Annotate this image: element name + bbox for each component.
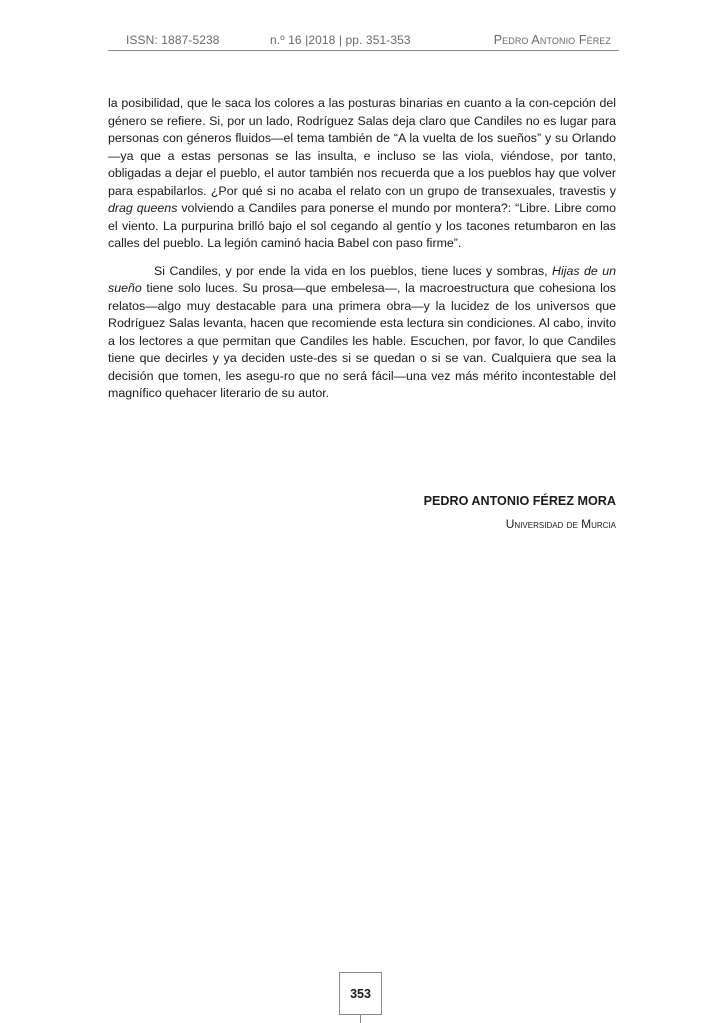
paragraph-1-text-b: volviendo a Candiles para ponerse el mundo por montera?: “Libre. Libre como el viento. La purpurina brilló bajo el sol cegando al gentío y los tacones retumbaron en las calles del pueblo. La legión caminó hacia Babel con paso firme”. <box>108 201 616 250</box>
signature-block <box>108 493 616 532</box>
paragraph-1-italic: drag queens <box>108 201 178 215</box>
running-header <box>108 30 619 51</box>
page-number: 353 <box>339 972 382 1015</box>
header-issue-pages: n.º 16 |2018 | pp. 351-353 <box>270 33 411 47</box>
paragraph-2-text-a: Si Candiles, y por ende la vida en los pueblos, tiene luces y sombras, <box>154 263 553 278</box>
signature-name: PEDRO ANTONIO FÉREZ MORA <box>423 494 616 508</box>
header-author: Pedro Antonio Férez <box>493 33 611 47</box>
article-body <box>108 95 616 403</box>
paragraph-1-text-a: la posibilidad, que le saca los colores a las posturas binarias en cuanto a la con-cepción del género se refiere. Si, por un lado, Rodríguez Salas deja claro que Candiles no es lugar para personas con géneros fluidos—el tema también de “A la vuelta de los sueños” y su Orlando—ya que a estas personas se las insulta, e incluso se las viola, viéndose, por tanto, obligadas a dejar el pueblo, el autor también nos recuerda que a los pueblos hay que volver para espabilarlos. ¿Por qué si no acaba el relato con un grupo de transexuales, travestis y <box>108 96 616 198</box>
paragraph-2 <box>108 263 616 403</box>
paragraph-1 <box>108 95 616 253</box>
paragraph-2-italic-title: Hijas de un sueño <box>108 263 616 295</box>
signature-affiliation: Universidad de Murcia <box>505 517 616 531</box>
header-issn: ISSN: 1887-5238 <box>126 33 220 47</box>
paragraph-2-text-b: tiene solo luces. Su prosa—que embelesa—, la macroestructura que cohesiona los relatos—algo muy destacable para una primera obra—y la lucidez de los universos que Rodríguez Salas levanta, hacen que recomiende esta lectura sin condiciones. Al cabo, invito a los lectores a que permitan que Candiles les hable. Escuchen, por favor, lo que Candiles tiene que decirles y ya deciden uste-des si se quedan o si se van. Cualquiera que sea la decisión que tomen, les asegu-ro que no será fácil—una vez más mérito incontestable del magnífico quehacer literario de su autor. <box>108 281 616 400</box>
page-number-tick <box>360 1015 361 1023</box>
